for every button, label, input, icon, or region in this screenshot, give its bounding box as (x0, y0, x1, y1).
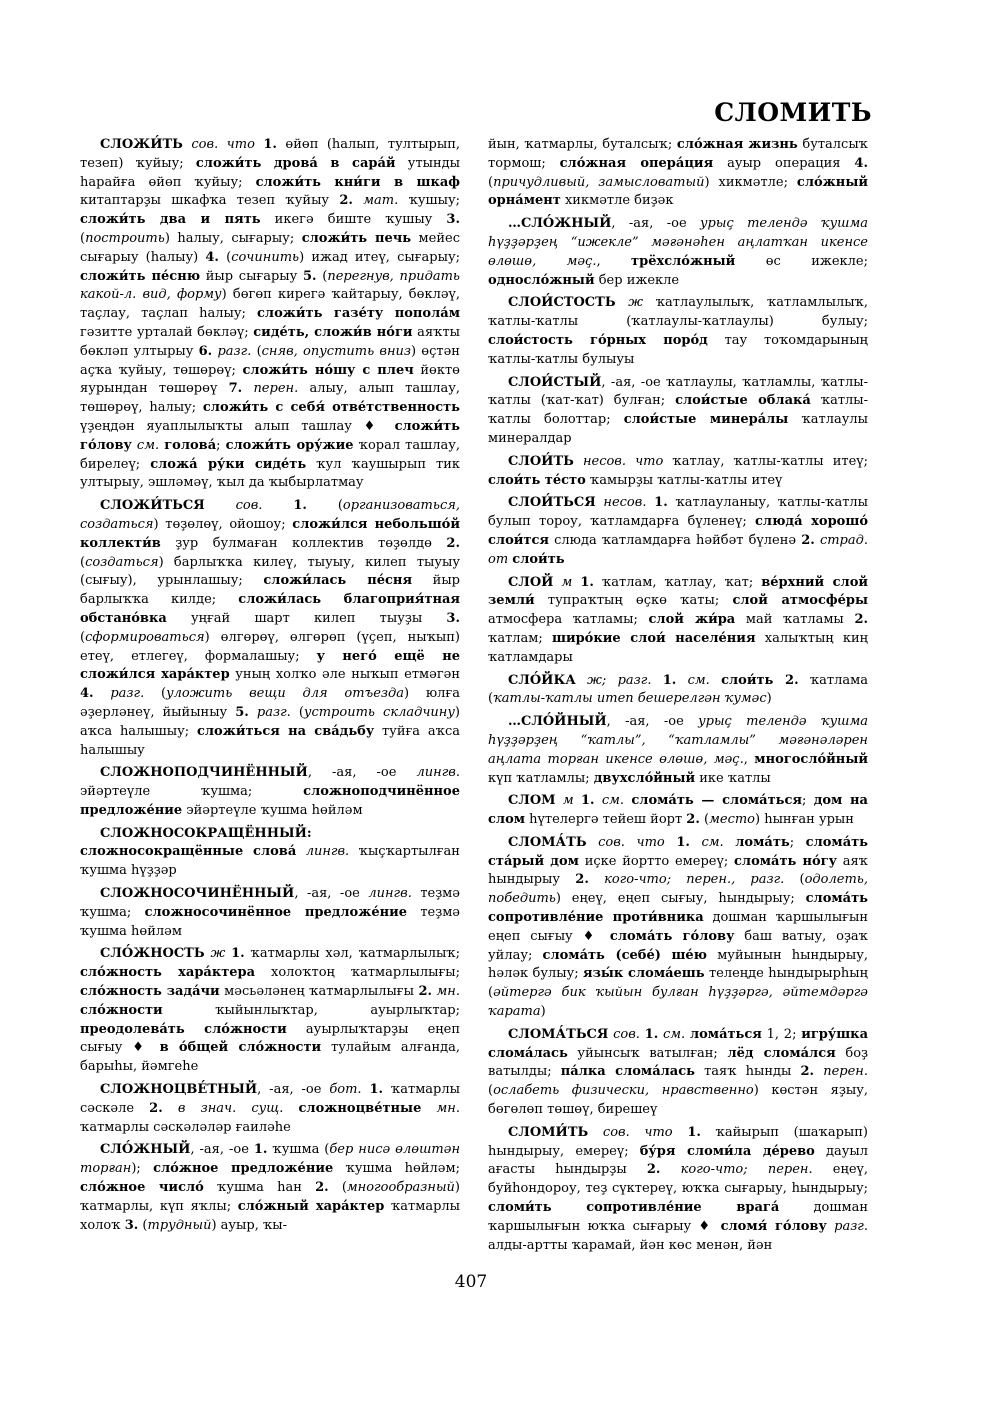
entry-slozhnosokrashchyonny: СЛОЖНОСОКРАЩЁННЫЙ: сложносокращённые слова́ лингв. ҡыҫҡартылған ҡушма һүҙҙәр (80, 825, 460, 879)
entry-slomit: СЛОМИ́ТЬ сов. что 1. ҡайырып (шаҡарып) һындырыу, емереү; бу́ря сломи́ла де́рево дауыл ағасты һындырҙы 2. кого-что; перен. еңеү, буйһондороу, теҙ сүктереү, юҡҡа сығарыу, һындырыу; сломи́ть сопротивле́ние врага́ дошман ҡаршылығын юҡҡа сығарыу ♦ сломя́ го́лову разг. алды-артты ҡарамай, йән көс менән, йән (488, 1124, 869, 1253)
entry-sloyka: СЛО́ЙКА ж; разг. 1. см. слои́ть 2. ҡатлама (ҡатлы-ҡатлы итеп бешерелгән ҡумәс) (488, 672, 868, 707)
entry-slozhny: СЛО́ЖНЫЙ, -ая, -ое 1. ҡушма (бер нисә өлөштән торған); сло́жное предложе́ние ҡушма һөйләм; сло́жное число́ ҡушма һан 2. (многообразный) ҡатмарлы, күп яҡлы; сло́жный хара́ктер ҡатмарлы холоҡ 3. (трудный) ауыр, ҡы- (80, 1142, 461, 1233)
entry-sloitsya: СЛОИ́ТЬСЯ несов. 1. ҡатлауланыу, ҡатлы-ҡатлы булып тороу, ҡатламдарға бүленеү; слюда́ хорошо́ слои́тся слюда ҡатламдарға һәйбәт бүленә 2. страд. от слои́ть (488, 495, 869, 567)
page-number: 407 (454, 1272, 488, 1292)
entry-slomatsya: СЛОМА́ТЬСЯ сов. 1. см. лома́ться 1, 2; игру́шка слома́лась уйынсыҡ ватылған; лёд слома́лся боҙ ватылды; па́лка слома́лась таяҡ һынды 2. перен. (ослабеть физически, нравственно) көстән яҙыу, бөгөлөп төшөү, бирешеү (488, 1026, 869, 1118)
entry-slozhnosochinyonny: СЛОЖНОСОЧИНЁННЫЙ, -ая, -ое лингв. теҙмә ҡушма; сложносочинённое предложе́ние теҙмә ҡушма һөйләм (80, 886, 460, 939)
entry-suffix-slozhny: …СЛО́ЖНЫЙ, -ая, -ое урыҫ телендә ҡушма һүҙҙәрҙең “ижекле” мәғәнәһен аңлатҡан икенсе өлөшө, мәҫ., трёхсло́жный өс ижекле; односло́жный бер ижекле (488, 216, 868, 288)
entry-suffix-sloyny: …СЛО́ЙНЫЙ, -ая, -ое урыҫ телендә ҡушма һүҙҙәрҙең “ҡатлы”, “ҡатламлы” мәғәнәләрен аңлата торған икенсе өлөшө, мәҫ., многосло́йный күп ҡатламлы; двухсло́йный ике ҡатлы (488, 714, 868, 786)
entry-sloit: СЛОИ́ТЬ несов. что ҡатлау, ҡатлы-ҡатлы итеү; слои́ть те́сто ҡамырҙы ҡатлы-ҡатлы итеү (488, 453, 868, 488)
entry-sloistost: СЛОИ́СТОСТЬ ж ҡатлаулылыҡ, ҡатламлылыҡ, ҡатлы-ҡатлы (ҡатлаулы-ҡатлаулы) булыу; слои́стость го́рных поро́д тау тоҡомдарының ҡатлы-ҡатлы булыуы (488, 295, 868, 367)
left-column (80, 136, 460, 1239)
entry-slozhitsya: СЛОЖИ́ТЬСЯ сов. 1. (организоваться, создаться) төҙөлөү, ойошоу; сложи́лся небольшо́й коллекти́в ҙур булмаған коллектив төҙөлдө 2. (создаться) барлыҡҡа килеү, тыуыу, килеп тыуыу (сығыу), урынлашыу; сложи́лась пе́сня йыр барлыҡҡа килде; сложи́лась благоприя́тная обстано́вка уңғай шарт килеп тыуҙы 3. (сформироваться) өлгөрөү, өлгөрөп (үҫеп, ныҡып) етеү, етлегеү, формалашыу; у него́ ещё не сложи́лся хара́ктер уның холҡо әле ныҡып етмәгән 4. разг. (уложить вещи для отъезда) юлға әҙерләнеү, йыйыныу 5. разг. (устроить складчину) аҡса һалышыу; сложи́ться на сва́дьбу туйға аҡса һалышыу (80, 498, 461, 758)
entry-sloisty: СЛОИ́СТЫЙ, -ая, -ое ҡатлаулы, ҡатламлы, ҡатлы-ҡатлы (ҡат-ҡат) булған; слои́стые облака́ ҡатлы-ҡатлы болоттар; слои́стые минера́лы ҡатлаулы минералдар (488, 374, 869, 446)
entry-slomat: СЛОМА́ТЬ сов. что 1. см. лома́ть; слома́ть ста́рый дом иҫке йортто емереү; слома́ть но́гу аяҡ һындырыу 2. кого-что; перен., разг. (одолеть, победить) еңеү, еңеп сығыу, һындырыу; слома́ть сопротивле́ние проти́вника дошман ҡаршылығын еңеп сығыу ♦ слома́ть го́лову баш ватыу, оҙаҡ уйлау; слома́ть (себе́) ше́ю муйынын һындырыу, һәләк булыу; язы́к слома́ешь телеңде һындырырһың (әйтергә бик ҡыйын булған һүҙҙәргә, әйтемдәргә ҡарата) (488, 834, 869, 1020)
running-head: СЛОМИТЬ (714, 98, 872, 127)
entry-slozhnotsvetny: СЛОЖНОЦВЕ́ТНЫЙ, -ая, -ое бот. 1. ҡатмарлы сәскәле 2. в знач. сущ. сложноцве́тные мн. ҡатмарлы сәскәләләр ғаиләһе (80, 1082, 461, 1135)
entry-slozhnopodchinyonny: СЛОЖНОПОДЧИНЁННЫЙ, -ая, -ое лингв. эйәртеүле ҡушма; сложноподчинённое предложе́ние эйәртеүле ҡушма һөйләм (80, 765, 460, 818)
right-column (488, 136, 868, 1259)
entry-slozhny-continued: йын, ҡатмарлы, буталсыҡ; сло́жная жизнь буталсыҡ тормош; сло́жная опера́ция ауыр операция 4. (причудливый, замысловатый) хикмәтле; сло́жный орна́мент хикмәтле биҙәк (488, 137, 869, 209)
entry-slozhit: СЛОЖИ́ТЬ сов. что 1. өйөп (һалып, тултырып, тезеп) ҡуйыу; сложи́ть дрова́ в сара́й утынды һарайға өйөп ҡуйыу; сложи́ть кни́ги в шкаф китаптарҙы шкафҡа тезеп ҡуйыу 2. мат. ҡушыу; сложи́ть два и пять икегә биште ҡушыу 3. (построить) һалыу, сығарыу; сложи́ть печь мейес сығарыу (һалыу) 4. (сочинить) ижад итеү, сығарыу; сложи́ть пе́сню йыр сығарыу 5. (перегнув, придать какой-л. вид, форму) бөгөп кирегә ҡайтарыу, бөкләү, таҫлау, таҫлап һалыу; сложи́ть газе́ту попола́м гәзитте урталай бөкләү; сиде́ть, сложи́в но́ги аяҡты бөкләп ултырыу 6. разг. (сняв, опустить вниз) өҫтән аҫҡа ҡуйыу, төшөрөү; сложи́ть но́шу с плеч йөктө яурындан төшөрөү 7. перен. алыу, алып ташлау, төшөрөү, һалыу; сложи́ть с себя́ отве́тственность үҙеңдән яуаплылыҡты алып ташлау ♦ сложи́ть го́лову см. голова́; сложи́ть ору́жие ҡорал ташлау, бирелеү; сложа́ ру́ки сиде́ть ҡул ҡаушырып тик ултырыу, эшләмәү, ҡыл да ҡыбырлатмау (80, 137, 461, 491)
entry-sloy: СЛОЙ м 1. ҡатлам, ҡатлау, ҡат; ве́рхний слой земли́ тупраҡтың өҫкө ҡаты; слой атмосфе́ры атмосфера ҡатламы; слой жи́ра май ҡатламы 2. ҡатлам; широ́кие слои́ населе́ния халыҡтың киң ҡатламдары (488, 574, 869, 665)
entry-slom: СЛОМ м 1. см. слома́ть — слома́ться; дом на слом һүтелергә тейеш йорт 2. (место) һынған урын (488, 793, 868, 828)
entry-slozhnost: СЛО́ЖНОСТЬ ж 1. ҡатмарлы хәл, ҡатмарлылыҡ; сло́жность хара́ктера холоҡтоң ҡатмарлылығы; сло́жность зада́чи мәсьәләнең ҡатмарлылығы 2. мн. сло́жности ҡыйынлыҡтар, ауырлыҡтар; преодолева́ть сло́жности ауырлыҡтарҙы еңеп сығыу ♦ в о́бщей сло́жности тулайым алғанда, барыһы, йәмгеһе (80, 946, 461, 1075)
